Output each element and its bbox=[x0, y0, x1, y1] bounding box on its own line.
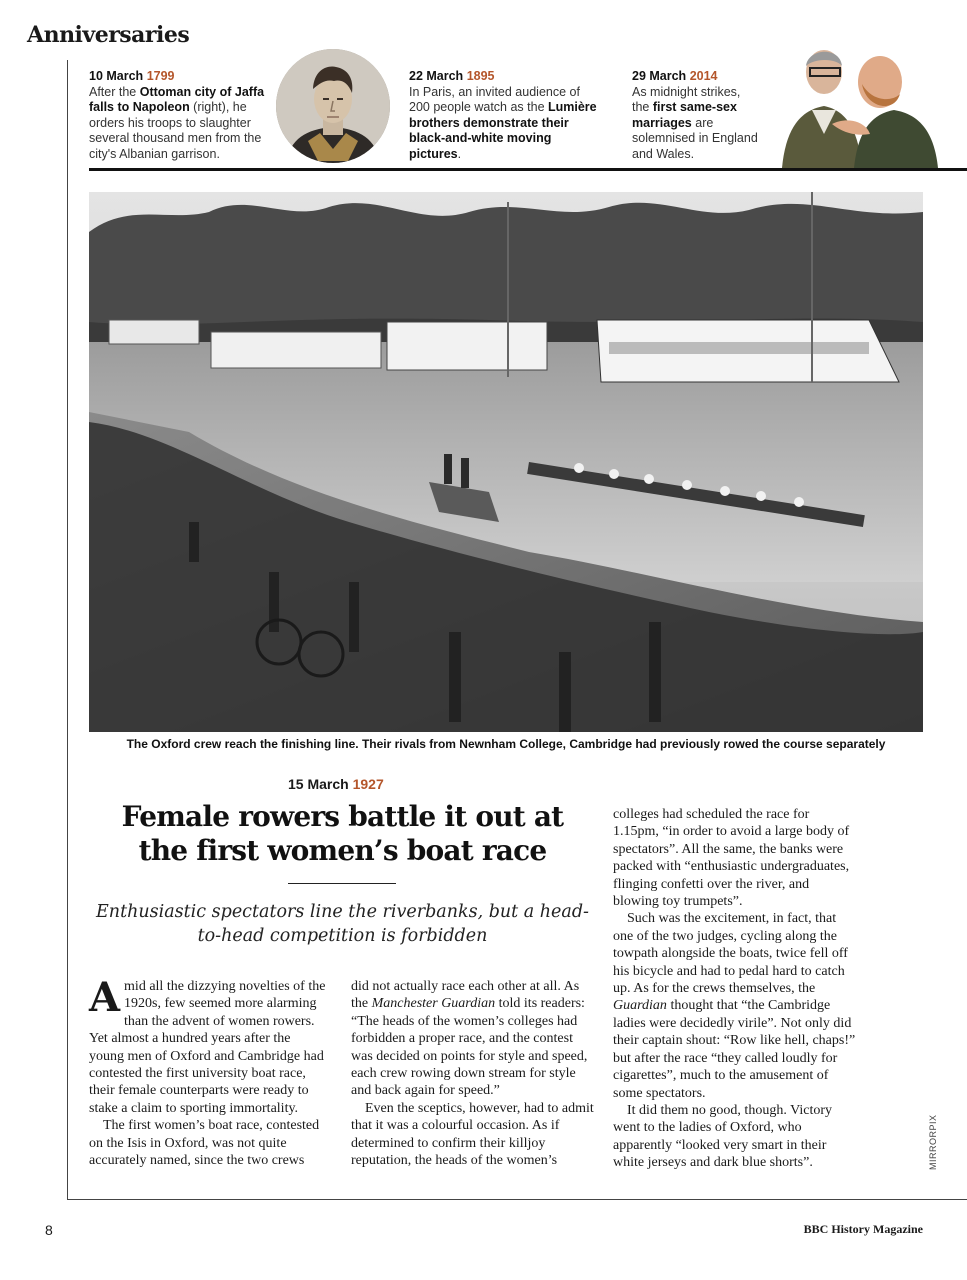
article-standfirst: Enthusiastic spectators line the riverbanks, but a head-to-head competition is forbidden bbox=[96, 902, 589, 946]
event-year: 2014 bbox=[689, 69, 718, 83]
anniversary-event-1: 10 March 1799 After the Ottoman city of Jaffa falls to Napoleon (right), he orders his troops to slaughter several thousand men from the city's Albanian garrison. bbox=[89, 69, 265, 161]
event-highlight: Ottoman city of Jaffa falls to Napoleon bbox=[89, 84, 265, 114]
article-column-1: Amid all the dizzying novelties of the 1920s, few seemed more alarming than the advent of women rowers. Yet almost a hundred years after the young men of Oxford and Cambridge had contested the first university boat race, their female counterparts were ready to stake a claim to sporting immortality. The first women’s boat race, contested on the Isis in Oxford, was not quite accurately named, since the two crews bbox=[89, 974, 326, 1169]
napoleon-portrait bbox=[276, 49, 390, 163]
event-highlight: first same-sex marriages bbox=[632, 100, 737, 130]
photo-credit: MIRRORPIX bbox=[928, 1114, 938, 1170]
anniversary-event-3: 29 March 2014 As midnight strikes, the first same-sex marriages are solemnised in England and Wales. bbox=[632, 69, 758, 161]
anniversary-event-2: 22 March 1895 In Paris, an invited audience of 200 people watch as the Lumière brothers demonstrate their black-and-white moving pictures. bbox=[409, 69, 597, 161]
event-date: 29 March bbox=[632, 69, 687, 83]
publication-name: BBC History Magazine bbox=[803, 1222, 923, 1236]
frame-rule-left bbox=[67, 60, 68, 1200]
article-date: 15 March 1927 bbox=[288, 776, 384, 792]
article-column-2: did not actually race each other at all. As the Manchester Guardian told its readers: “The heads of the women’s colleges had forbidden a proper race, and the contest was decided on points for style and speed, each crew rowing down stream for style and back again for speed.” Even the sceptics, however, had to admit that it was a colourful occasion. As if determined to confirm their killjoy reputation, the heads of the women’s bbox=[351, 979, 594, 1169]
headline-rule bbox=[288, 883, 396, 884]
event-date: 22 March bbox=[409, 69, 464, 83]
boat-race-photo bbox=[89, 192, 923, 732]
article-column-3: colleges had scheduled the race for 1.15pm, “in order to avoid a large body of spectators”. All the same, the banks were packed with “enthusiastic undergraduates, flinging confetti over the river, and blowing toy trumpets”. Such was the excitement, in fact, that one of the two judges, cycling along the towpath alongside the boats, twice fell off his bicycle and had to pedal hard to catch up. As for the crews themselves, the Guardian thought that “the Cambridge ladies were decidedly virile”. Not only did their captain shout: “Row like hell, chaps!” but after the race “they called loudly for cigarettes”, much to the amusement of some spectators. It did them no good, though. Victory went to the ladies of Oxford, who apparently “looked very smart in their white jerseys and dark blue shorts”. bbox=[613, 807, 856, 1171]
event-year: 1895 bbox=[466, 69, 495, 83]
article-year: 1927 bbox=[352, 776, 384, 792]
section-title: Anniversaries bbox=[27, 22, 190, 48]
event-highlight: Lumière brothers demonstrate their black-and-white moving pictures bbox=[409, 100, 597, 161]
page-number: 8 bbox=[45, 1222, 53, 1238]
event-strip-rule bbox=[89, 168, 967, 171]
wedding-couple-photo bbox=[762, 38, 967, 168]
article-headline: Female rowers battle it out at the first women’s boat race bbox=[121, 800, 564, 867]
drop-cap: A bbox=[89, 974, 121, 1021]
frame-rule-bottom bbox=[67, 1199, 967, 1200]
event-year: 1799 bbox=[146, 69, 175, 83]
photo-caption: The Oxford crew reach the finishing line. Their rivals from Newnham College, Cambridge had previously rowed the course separately bbox=[126, 737, 886, 751]
event-date: 10 March bbox=[89, 69, 144, 83]
